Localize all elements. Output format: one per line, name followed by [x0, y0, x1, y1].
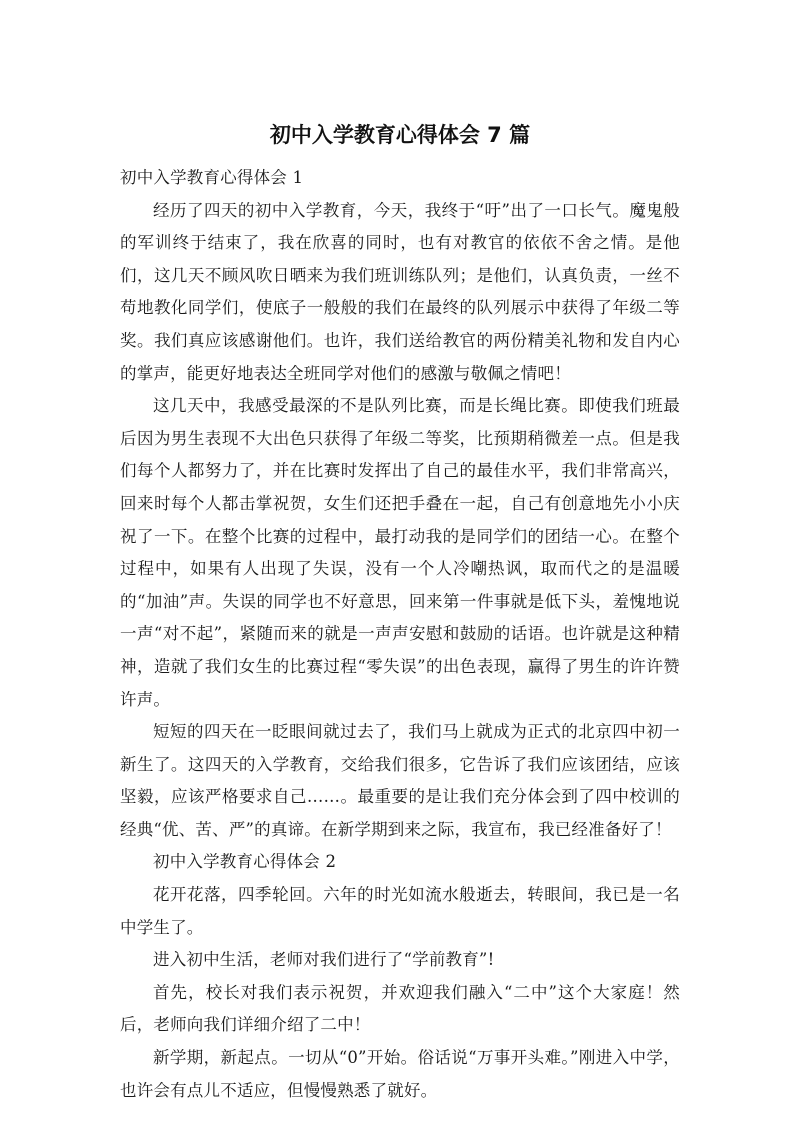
document-title: 初中入学教育心得体会 7 篇 — [269, 123, 531, 147]
paragraph: 经历了四天的初中入学教育，今天，我终于“吁”出了一口长气。魔鬼般的军训终于结束了，我在欣喜的同时，也有对教官的依依不舍之情。是他们，这几天不顾风吹日晒来为我们班训练队列；是他们，认真负责，一丝不苟地教化同学们，使底子一般般的我们在最终的队列展示中获得了年级二等奖。我们真应该感谢他们。也许，我们送给教官的两份精美礼物和发自内心的掌声，能更好地表达全班同学对他们的感激与敬佩之情吧！ — [120, 200, 680, 383]
paragraph: 短短的四天在一眨眼间就过去了，我们马上就成为正式的北京四中初一新生了。这四天的入学教育，交给我们很多，它告诉了我们应该团结，应该坚毅，应该严格要求自己……。最重要的是让我们充分体会到了四中校训的经典“优、苦、严”的真谛。在新学期到来之际，我宣布，我已经准备好了！ — [120, 722, 680, 839]
paragraph: 首先，校长对我们表示祝贺，并欢迎我们融入“二中”这个大家庭！然后，老师向我们详细介绍了二中！ — [120, 982, 680, 1035]
paragraph: 新学期，新起点。一切从“0”开始。俗话说“万事开头难。”刚进入中学，也许会有点儿不适应，但慢慢熟悉了就好。 — [120, 1048, 680, 1100]
document-body — [120, 162, 680, 1107]
paragraph: 进入初中生活，老师对我们进行了“学前教育”! — [153, 950, 495, 970]
paragraph: 花开花落，四季轮回。六年的时光如流水般逝去，转眼间，我已是一名中学生了。 — [120, 885, 680, 937]
section-heading-2: 初中入学教育心得体会 2 — [153, 852, 337, 872]
section-heading-1: 初中入学教育心得体会 1 — [120, 168, 304, 187]
paragraph: 这几天中，我感受最深的不是队列比赛，而是长绳比赛。即使我们班最后因为男生表现不大出色只获得了年级二等奖，比预期稍微差一点。但是我们每个人都努力了，并在比赛时发挥出了自己的最佳水平，我们非常高兴，回来时每个人都击掌祝贺，女生们还把手叠在一起，自己有创意地先小小庆祝了一下。在整个比赛的过程中，最打动我的是同学们的团结一心。在整个过程中，如果有人出现了失误，没有一个人冷嘲热讽，取而代之的是温暖的“加油”声。失误的同学也不好意思，回来第一件事就是低下头，羞愧地说一声“对不起”，紧随而来的就是一声声安慰和鼓励的话语。也许就是这种精神，造就了我们女生的比赛过程“零失误”的出色表现，赢得了男生的许许赞许声。 — [120, 396, 680, 709]
